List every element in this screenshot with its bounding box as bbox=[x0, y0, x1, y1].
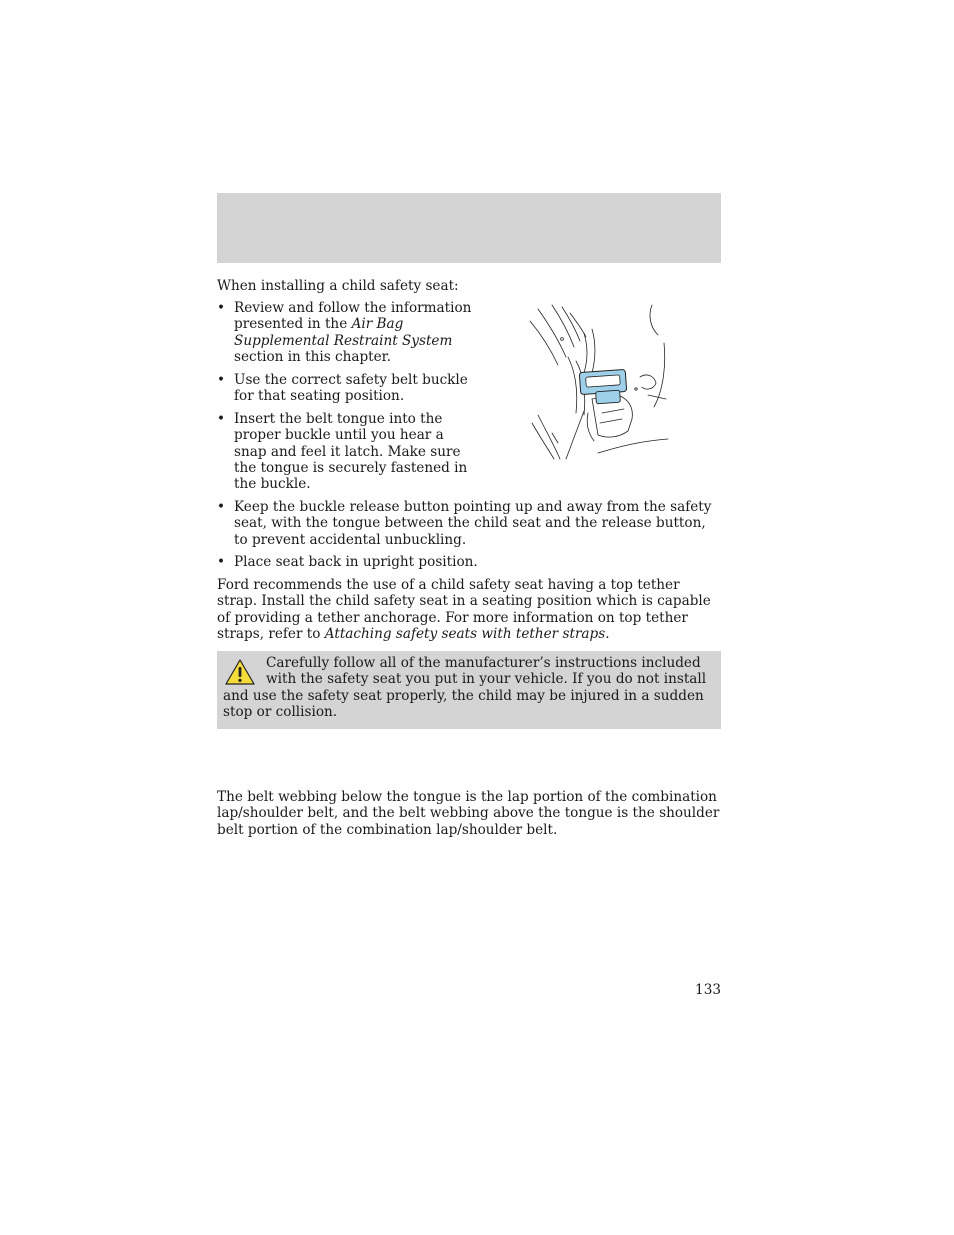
bullet-line: seat, with the tongue between the child seat and the release button, bbox=[234, 515, 706, 532]
warning-line: stop or collision. bbox=[223, 703, 338, 720]
page-number: 133 bbox=[695, 982, 721, 998]
intro-text: When installing a child safety seat: bbox=[217, 278, 459, 294]
bullet-line: for that seating position. bbox=[234, 388, 405, 405]
paragraph-line: lap/shoulder belt, and the belt webbing above the tongue is the shoulder bbox=[217, 805, 720, 822]
tether-paragraph bbox=[217, 577, 711, 642]
paragraph-line: The belt webbing below the tongue is the lap portion of the combination bbox=[217, 789, 717, 805]
bullet-line: Use the correct safety belt buckle bbox=[234, 372, 468, 388]
seat-belt-buckle-illustration bbox=[528, 303, 673, 463]
warning-line: and use the safety seat properly, the child may be injured in a sudden bbox=[223, 687, 704, 704]
bullet-line: Place seat back in upright position. bbox=[234, 554, 478, 570]
bullet-glyph: • bbox=[217, 411, 226, 427]
warning-text bbox=[223, 655, 706, 720]
bullet-glyph: • bbox=[217, 372, 226, 388]
section-header-band bbox=[217, 193, 721, 263]
srs-reference: Supplemental Restraint System bbox=[234, 332, 453, 349]
bullet-line: Keep the buckle release button pointing up and away from the safety bbox=[234, 499, 712, 515]
warning-line: Carefully follow all of the manufacturer’s instructions included bbox=[266, 655, 701, 671]
warning-box bbox=[217, 651, 721, 729]
bullet-line: presented in the Air Bag bbox=[234, 316, 404, 333]
paragraph-line: belt portion of the combination lap/shoulder belt. bbox=[217, 821, 558, 838]
warning-line: with the safety seat you put in your vehicle. If you do not install bbox=[266, 671, 707, 688]
bullet-line: Review and follow the information bbox=[234, 300, 472, 316]
paragraph-line: strap. Install the child safety seat in a seating position which is capable bbox=[217, 593, 711, 610]
bullet-line: snap and feel it latch. Make sure bbox=[234, 443, 461, 460]
bullet-glyph: • bbox=[217, 554, 226, 570]
bullet-line: proper buckle until you hear a bbox=[234, 427, 444, 444]
webbing-paragraph bbox=[217, 789, 719, 838]
paragraph-line: straps, refer to Attaching safety seats with tether straps. bbox=[217, 625, 610, 642]
tether-straps-reference: Attaching safety seats with tether straps. bbox=[324, 625, 610, 642]
bullet-line: section in this chapter. bbox=[234, 348, 391, 365]
bullet-glyph: • bbox=[217, 300, 226, 316]
bullet-line: Insert the belt tongue into the bbox=[234, 411, 443, 427]
bullet-line: the tongue is securely fastened in bbox=[234, 459, 468, 476]
air-bag-reference: Air Bag bbox=[351, 316, 404, 333]
paragraph-line: Ford recommends the use of a child safety seat having a top tether bbox=[217, 577, 680, 593]
bullet-glyph: • bbox=[217, 499, 226, 515]
bullet-line: the buckle. bbox=[234, 476, 311, 493]
bullet-line: to prevent accidental unbuckling. bbox=[234, 531, 467, 548]
bullet-line bbox=[234, 333, 471, 349]
paragraph-line: of providing a tether anchorage. For more information on top tether bbox=[217, 609, 688, 626]
buckle-highlight bbox=[579, 369, 626, 403]
